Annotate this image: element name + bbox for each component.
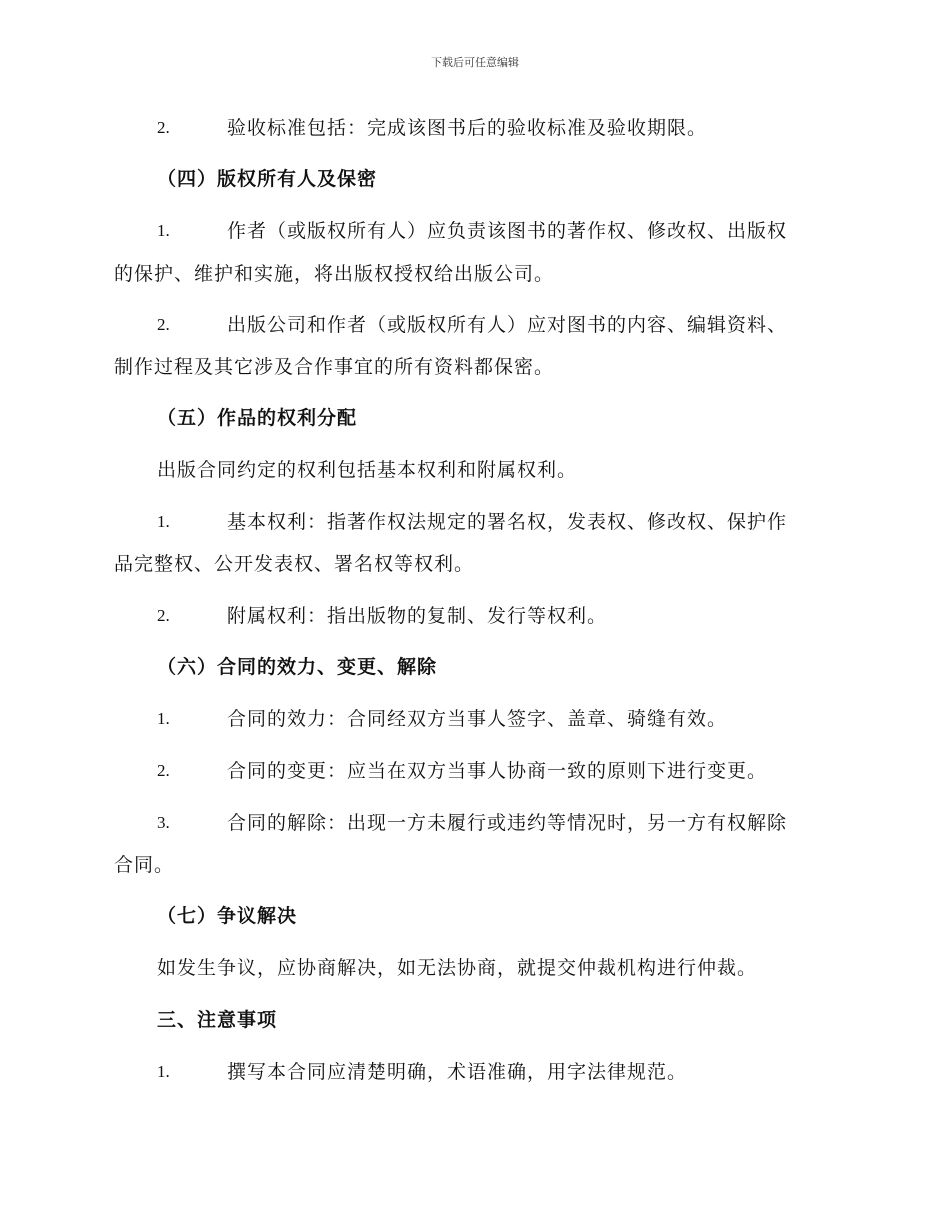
- item-number: 1.: [157, 512, 170, 531]
- paragraph: 出版合同约定的权利包括基本权利和附属权利。: [157, 459, 578, 481]
- item-text: 基本权利：指著作权法规定的署名权，发表权、修改权、保护作: [227, 511, 788, 533]
- item-number: 1.: [157, 221, 170, 240]
- section-heading: （四）版权所有人及保密: [157, 168, 378, 190]
- item-text: 验收标准包括：完成该图书后的验收标准及验收期限。: [227, 117, 708, 139]
- item-number: 2.: [157, 606, 170, 625]
- section-heading: （六）合同的效力、变更、解除: [157, 656, 438, 678]
- section-heading: （五）作品的权利分配: [157, 407, 358, 429]
- item-text: 合同的解除：出现一方未履行或违约等情况时，另一方有权解除: [227, 812, 788, 834]
- paragraph: 如发生争议，应协商解决，如无法协商，就提交仲裁机构进行仲裁。: [157, 957, 758, 979]
- item-text: 出版公司和作者（或版权所有人）应对图书的内容、编辑资料、: [227, 314, 788, 336]
- item-number: 2.: [157, 118, 170, 137]
- item-number: 1.: [157, 709, 170, 728]
- page-header: 下载后可任意编辑: [431, 56, 519, 69]
- item-number: 3.: [157, 813, 170, 832]
- section-heading: 三、注意事项: [157, 1009, 278, 1031]
- item-text: 附属权利：指出版物的复制、发行等权利。: [227, 605, 608, 627]
- item-number: 1.: [157, 1062, 170, 1081]
- section-heading: （七）争议解决: [157, 905, 298, 927]
- item-number: 2.: [157, 761, 170, 780]
- item-text: 合同的变更：应当在双方当事人协商一致的原则下进行变更。: [227, 760, 768, 782]
- item-text-continued: 制作过程及其它涉及合作事宜的所有资料都保密。: [114, 356, 555, 378]
- item-text-continued: 合同。: [114, 854, 175, 876]
- item-text: 作者（或版权所有人）应负责该图书的著作权、修改权、出版权: [227, 220, 788, 242]
- item-text-continued: 品完整权、公开发表权、署名权等权利。: [114, 553, 475, 575]
- item-text-continued: 的保护、维护和实施，将出版权授权给出版公司。: [114, 263, 555, 285]
- item-text: 撰写本合同应清楚明确，术语准确，用字法律规范。: [227, 1061, 688, 1083]
- item-number: 2.: [157, 315, 170, 334]
- item-text: 合同的效力：合同经双方当事人签字、盖章、骑缝有效。: [227, 708, 728, 730]
